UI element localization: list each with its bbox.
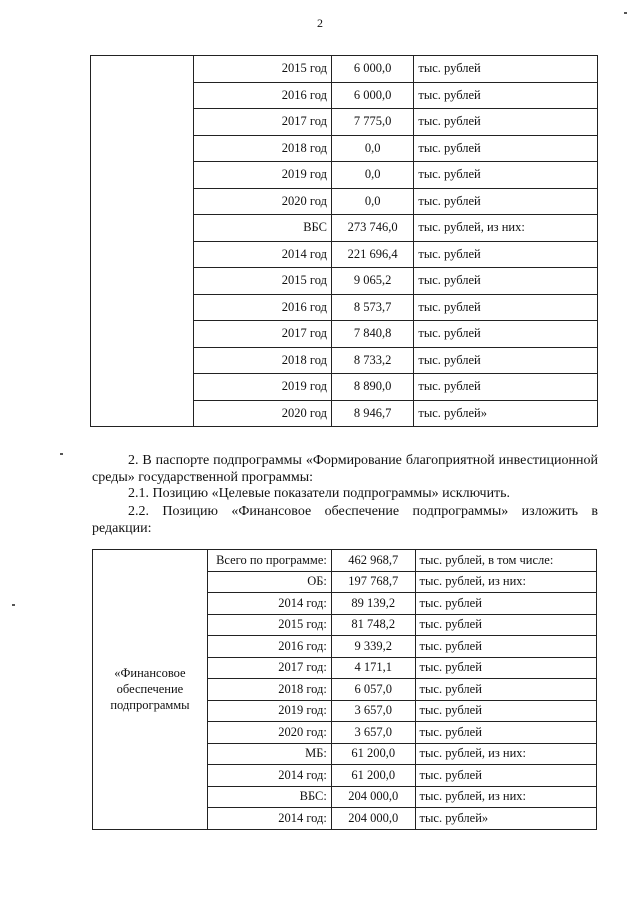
year-cell: ВБС: — [207, 786, 331, 808]
table-row — [91, 56, 598, 83]
unit-cell: тыс. рублей — [415, 679, 596, 701]
unit-cell: тыс. рублей, из них: — [415, 571, 596, 593]
year-cell: ВБС — [194, 215, 332, 242]
unit-cell: тыс. рублей — [414, 82, 598, 109]
section-label-line: обеспечение — [116, 682, 184, 697]
unit-cell: тыс. рублей, из них: — [414, 215, 598, 242]
scan-speck — [60, 453, 63, 455]
unit-cell: тыс. рублей — [415, 700, 596, 722]
unit-cell: тыс. рублей — [414, 135, 598, 162]
unit-cell: тыс. рублей — [414, 109, 598, 136]
year-cell: 2019 год: — [207, 700, 331, 722]
unit-cell: тыс. рублей — [414, 241, 598, 268]
year-cell: ОБ: — [207, 571, 331, 593]
section-label-cell — [93, 550, 208, 830]
section-label-line: подпрограммы — [110, 698, 190, 713]
year-cell: 2015 год: — [207, 614, 331, 636]
value-cell: 8 733,2 — [331, 347, 413, 374]
value-cell: 204 000,0 — [331, 808, 415, 830]
value-cell: 3 657,0 — [331, 722, 415, 744]
value-cell: 0,0 — [331, 188, 413, 215]
paragraph-item-2-2: 2.2. Позицию «Финансовое обеспечение подпрограммы» изложить в редакции: — [92, 504, 598, 536]
year-cell: 2016 год — [194, 82, 332, 109]
year-cell: 2017 год — [194, 321, 332, 348]
year-cell: 2018 год — [194, 135, 332, 162]
value-cell: 8 573,7 — [331, 294, 413, 321]
value-cell: 9 065,2 — [331, 268, 413, 295]
scan-speck — [12, 604, 15, 606]
table-left-cell — [91, 56, 194, 427]
value-cell: 273 746,0 — [331, 215, 413, 242]
year-cell: 2014 год — [194, 241, 332, 268]
value-cell: 6 000,0 — [331, 82, 413, 109]
year-cell: 2020 год — [194, 400, 332, 427]
value-cell: 6 057,0 — [331, 679, 415, 701]
year-cell: 2018 год: — [207, 679, 331, 701]
value-cell: 81 748,2 — [331, 614, 415, 636]
value-cell: 204 000,0 — [331, 786, 415, 808]
year-cell: 2016 год: — [207, 636, 331, 658]
year-cell: 2017 год: — [207, 657, 331, 679]
value-cell: 9 339,2 — [331, 636, 415, 658]
funding-table-continued — [90, 55, 598, 427]
year-cell: 2014 год: — [207, 765, 331, 787]
year-cell: Всего по программе: — [207, 550, 331, 572]
value-cell: 61 200,0 — [331, 743, 415, 765]
year-cell: 2020 год — [194, 188, 332, 215]
page-number: 2 — [317, 16, 323, 30]
year-cell: 2014 год: — [207, 593, 331, 615]
value-cell: 7 840,8 — [331, 321, 413, 348]
paragraph-item-2: 2. В паспорте подпрограммы «Формирование благоприятной инвестиционной среды» государственной программы: — [92, 453, 598, 485]
value-cell: 8 890,0 — [331, 374, 413, 401]
unit-cell: тыс. рублей, в том числе: — [415, 550, 596, 572]
value-cell: 462 968,7 — [331, 550, 415, 572]
unit-cell: тыс. рублей — [415, 657, 596, 679]
unit-cell: тыс. рублей» — [415, 808, 596, 830]
year-cell: 2020 год: — [207, 722, 331, 744]
year-cell: 2015 год — [194, 268, 332, 295]
value-cell: 4 171,1 — [331, 657, 415, 679]
unit-cell: тыс. рублей — [414, 188, 598, 215]
value-cell: 61 200,0 — [331, 765, 415, 787]
year-cell: 2019 год — [194, 374, 332, 401]
unit-cell: тыс. рублей — [414, 56, 598, 83]
unit-cell: тыс. рублей — [415, 765, 596, 787]
year-cell: МБ: — [207, 743, 331, 765]
value-cell: 0,0 — [331, 135, 413, 162]
unit-cell: тыс. рублей» — [414, 400, 598, 427]
value-cell: 221 696,4 — [331, 241, 413, 268]
year-cell: 2017 год — [194, 109, 332, 136]
unit-cell: тыс. рублей — [414, 268, 598, 295]
unit-cell: тыс. рублей — [414, 162, 598, 189]
value-cell: 0,0 — [331, 162, 413, 189]
value-cell: 6 000,0 — [331, 56, 413, 83]
unit-cell: тыс. рублей — [415, 614, 596, 636]
value-cell: 8 946,7 — [331, 400, 413, 427]
unit-cell: тыс. рублей — [415, 636, 596, 658]
financing-table — [92, 549, 597, 830]
unit-cell: тыс. рублей, из них: — [415, 786, 596, 808]
unit-cell: тыс. рублей — [415, 593, 596, 615]
year-cell: 2014 год: — [207, 808, 331, 830]
unit-cell: тыс. рублей — [414, 321, 598, 348]
unit-cell: тыс. рублей — [415, 722, 596, 744]
section-label-line: «Финансовое — [114, 666, 186, 681]
value-cell: 7 775,0 — [331, 109, 413, 136]
value-cell: 197 768,7 — [331, 571, 415, 593]
unit-cell: тыс. рублей — [414, 294, 598, 321]
scan-speck — [624, 12, 627, 14]
unit-cell: тыс. рублей — [414, 347, 598, 374]
year-cell: 2019 год — [194, 162, 332, 189]
unit-cell: тыс. рублей, из них: — [415, 743, 596, 765]
year-cell: 2016 год — [194, 294, 332, 321]
unit-cell: тыс. рублей — [414, 374, 598, 401]
year-cell: 2018 год — [194, 347, 332, 374]
value-cell: 3 657,0 — [331, 700, 415, 722]
paragraph-item-2-1: 2.1. Позицию «Целевые показатели подпрограммы» исключить. — [128, 486, 511, 501]
year-cell: 2015 год — [194, 56, 332, 83]
value-cell: 89 139,2 — [331, 593, 415, 615]
table-row — [93, 550, 597, 572]
